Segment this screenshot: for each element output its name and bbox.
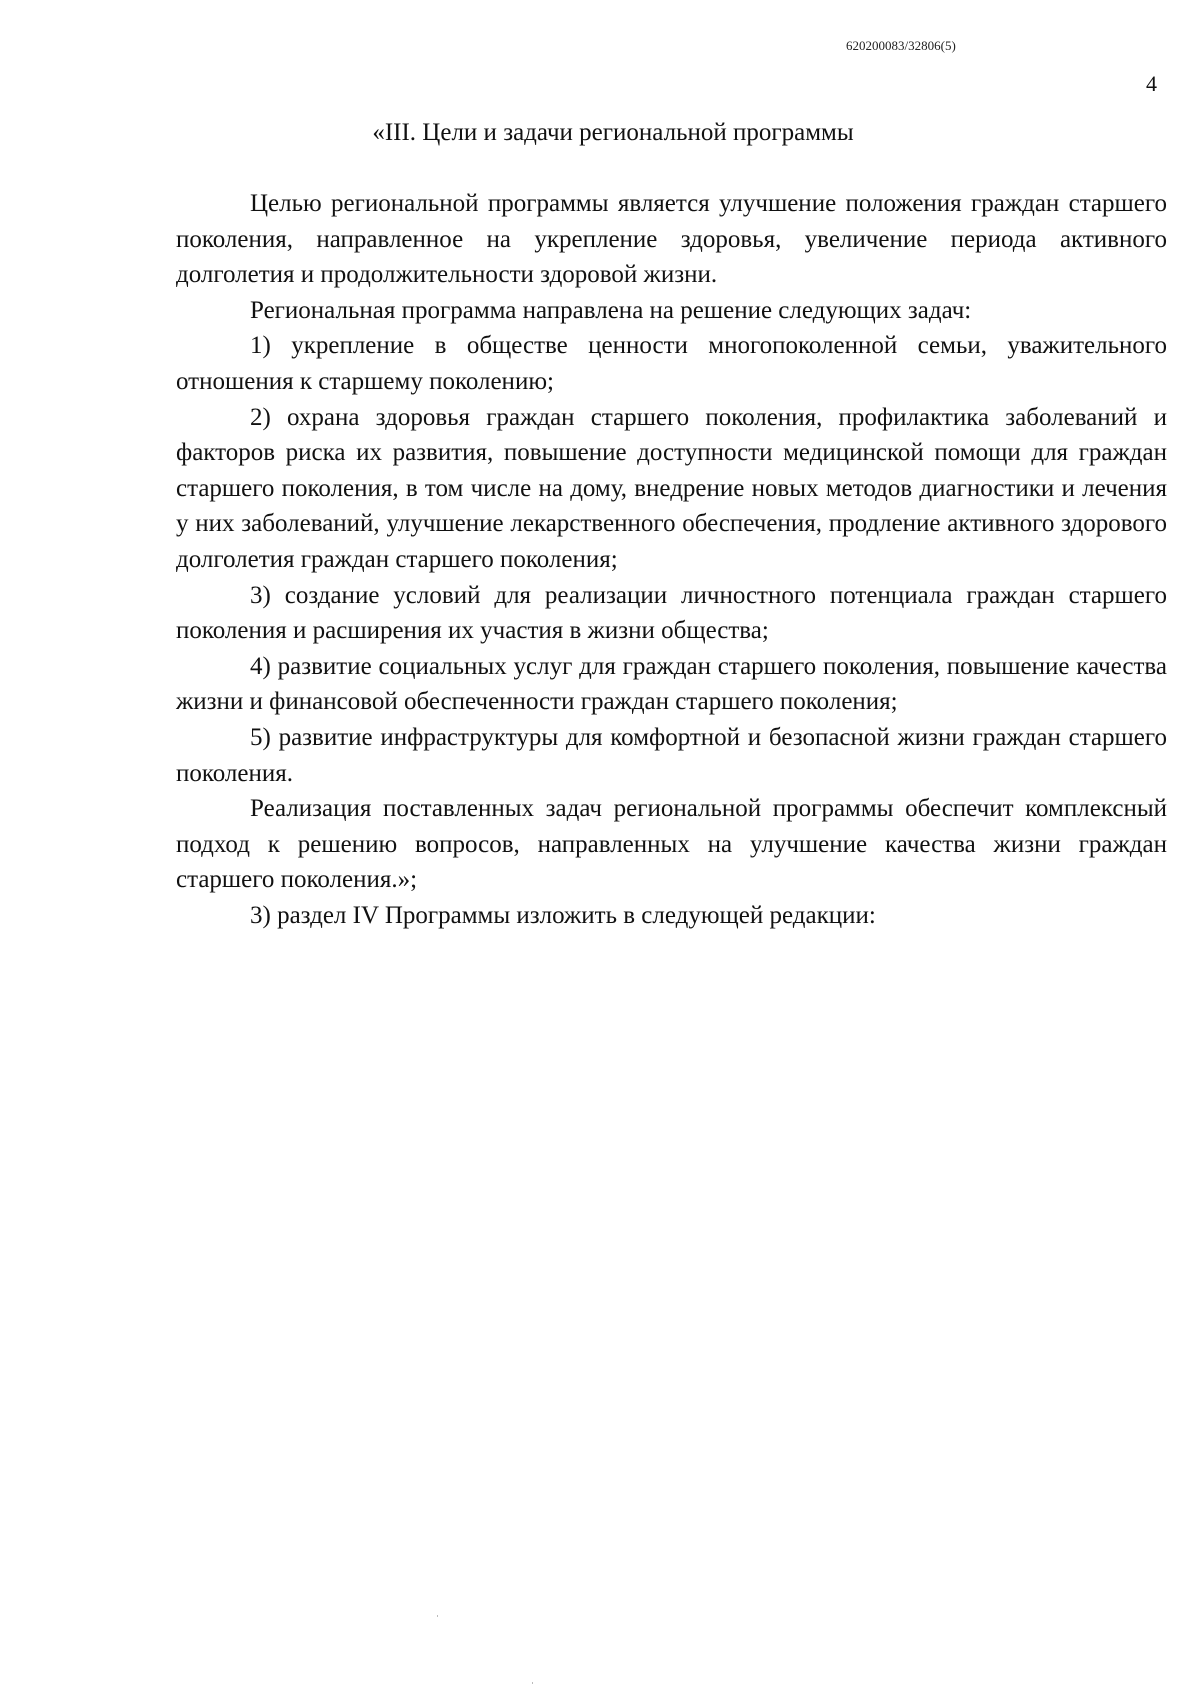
document-body (176, 186, 1167, 933)
document-id: 620200083/32806(5) (846, 38, 956, 53)
paragraph-outcome: Реализация поставленных задач региональной программы обеспечит комплексный подход к решению вопросов, направленных на улучшение качества жизни граждан старшего поколения.»; (176, 795, 1167, 894)
task-item-5: 5) развитие инфраструктуры для комфортной и безопасной жизни граждан старшего поколения. (176, 723, 1167, 787)
paragraph-tasks-intro: Региональная программа направлена на решение следующих задач: (250, 296, 972, 324)
task-item-4: 4) развитие социальных услуг для граждан старшего поколения, повышение качества жизни и финансовой обеспеченности граждан старшего поколения; (176, 652, 1167, 716)
scan-artifact (437, 1615, 438, 1617)
scan-artifact (532, 1682, 533, 1684)
section-heading: «III. Цели и задачи региональной программы (372, 119, 854, 146)
paragraph-goal: Целью региональной программы является улучшение положения граждан старшего поколения, направленное на укрепление здоровья, увеличение периода активного долголетия и продолжительности здоровой жизни. (176, 190, 1167, 289)
task-item-1: 1) укрепление в обществе ценности многопоколенной семьи, уважительного отношения к старшему поколению; (176, 332, 1167, 395)
page-number: 4 (1146, 71, 1157, 96)
paragraph-amendment: 3) раздел IV Программы изложить в следующей редакции: (250, 901, 876, 929)
task-item-2: 2) охрана здоровья граждан старшего поколения, профилактика заболеваний и факторов риска их развития, повышение доступности медицинской помощи для граждан старшего поколения, в том числе на дому, внедрение новых методов диагностики и лечения у них заболеваний, улучшение лекарственного обеспечения, продление активного здорового долголетия граждан старшего поколения; (176, 403, 1167, 573)
task-item-3: 3) создание условий для реализации личностного потенциала граждан старшего поколения и расширения их участия в жизни общества; (176, 581, 1167, 645)
